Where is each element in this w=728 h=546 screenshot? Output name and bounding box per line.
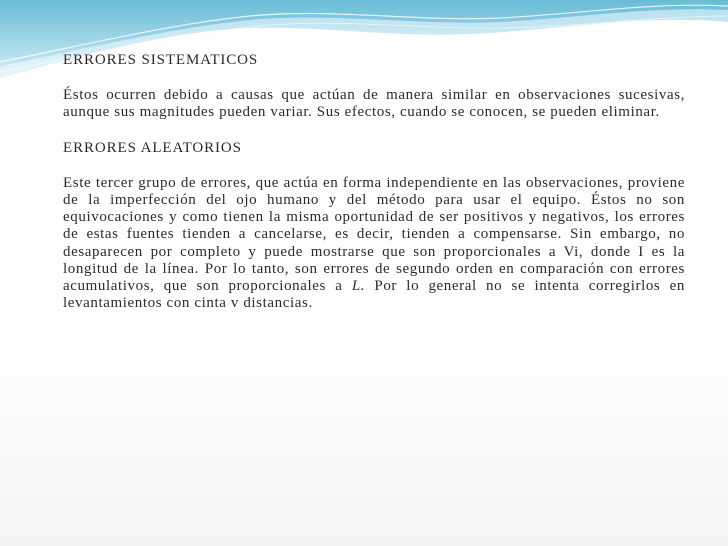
section-heading-sistematicos: ERRORES SISTEMATICOS bbox=[63, 52, 259, 68]
section-heading-aleatorios: ERRORES ALEATORIOS bbox=[63, 139, 242, 156]
section-text-aleatorios bbox=[63, 175, 685, 313]
length-symbol: L. bbox=[351, 278, 366, 295]
section-text-sistematicos: Éstos ocurren debido a causas que actúan de manera similar en observaciones sucesivas, aunque sus magnitudes pueden variar. Sus efectos, cuando se conocen, se pueden eliminar. bbox=[63, 87, 685, 121]
slide-content bbox=[63, 52, 685, 312]
aleatorios-text-part-1: Este tercer grupo de errores, que actúa en forma independiente en las observaciones, proviene de la imperfección del ojo humano y del método para usar el equipo. Éstos no son equivocaciones y como tienen la misma oportunidad de ser positivos y negativos, los errores de estas fuentes tienden a cancelarse, es decir, tienden a compensarse. Sin embargo, no desaparecen por completo y puede mostrarse que son proporcionales a Vi, donde I es la longitud de la línea. Por lo tanto, son errores de segundo orden en comparación con errores acumulativos, que son proporcionales a bbox=[63, 174, 685, 295]
aleatorios-text-part-2: Por lo general no se intenta corregirlos en levantamientos con cinta v distancias. bbox=[63, 278, 686, 312]
